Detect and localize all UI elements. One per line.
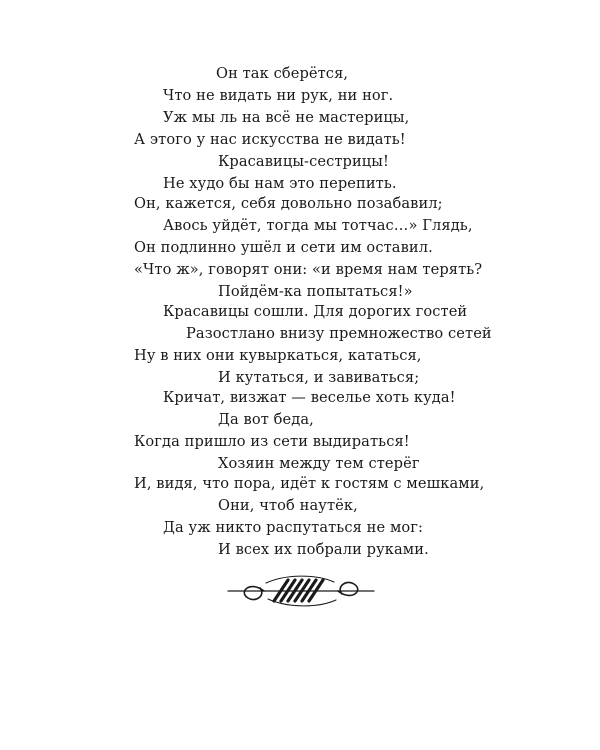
poem-line: Кричат, визжат — веселье хоть куда! bbox=[163, 389, 456, 406]
poem-line: Когда пришло из сети выдираться! bbox=[134, 433, 410, 450]
poem-line: Он, кажется, себя довольно позабавил; bbox=[134, 195, 443, 212]
poem-line: Да вот беда, bbox=[218, 411, 314, 428]
poem-line: А этого у нас искусства не видать! bbox=[134, 131, 406, 148]
poem-line: Разостлано внизу премножество сетей bbox=[186, 325, 492, 342]
vignette-flourish-icon bbox=[226, 570, 376, 612]
poem-line: Пойдём-ка попытаться!» bbox=[218, 283, 413, 300]
poem-line: И кутаться, и завиваться; bbox=[218, 369, 420, 386]
poem-line: «Что ж», говорят они: «и время нам терять? bbox=[134, 261, 483, 278]
poem-line: И всех их побрали руками. bbox=[218, 541, 429, 558]
poem-line: Ну в них они кувыркаться, кататься, bbox=[134, 347, 422, 364]
poem-line: Красавицы сошли. Для дорогих гостей bbox=[163, 303, 468, 320]
poem-line: Авось уйдёт, тогда мы тотчас…» Глядь, bbox=[163, 217, 473, 234]
poem-line: Он подлинно ушёл и сети им оставил. bbox=[134, 239, 433, 256]
poem-line: И, видя, что пора, идёт к гостям с мешками, bbox=[134, 475, 485, 492]
poem-line: Они, чтоб наутёк, bbox=[218, 497, 358, 514]
poem-line: Да уж никто распутаться не мог: bbox=[163, 519, 424, 536]
poem-line: Он так сберётся, bbox=[216, 65, 349, 82]
poem-line: Хозяин между тем стерёг bbox=[218, 455, 420, 472]
poem-line: Уж мы ль на всё не мастерицы, bbox=[163, 109, 410, 126]
poem-line: Что не видать ни рук, ни ног. bbox=[163, 87, 394, 104]
poem-line: Не худо бы нам это перепить. bbox=[163, 175, 397, 192]
poem-line: Красавицы-сестрицы! bbox=[218, 153, 389, 170]
